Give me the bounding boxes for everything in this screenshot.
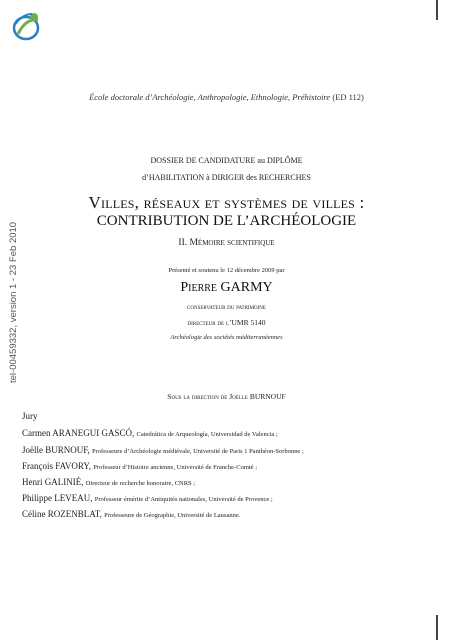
author-role-1: conservateur du patrimoine	[187, 303, 266, 311]
jury-member-affiliation: Directeur de recherche honoraire, CNRS ;	[85, 480, 196, 487]
author-role-3: Archéologie des sociétés méditerranéennes	[170, 334, 283, 341]
jury-member	[22, 445, 304, 455]
jury-member-affiliation: Catedrática de Arqueología, Universidad de Valencia ;	[136, 431, 278, 438]
jury-member	[22, 428, 278, 438]
author-role-2: directeur de l’UMR 5140	[187, 318, 266, 327]
doctoral-school-name: École doctorale d’Archéologie, Anthropologie, Ethnologie, Préhistoire	[89, 92, 331, 102]
jury-member	[22, 477, 195, 487]
jury-member-affiliation: Professeur émérite d’Antiquités nationales, Université de Provence ;	[94, 496, 273, 503]
jury-member-name: Céline ROZENBLAT,	[22, 509, 102, 519]
jury-member-affiliation: Professeure de Géographie, Université de Lausanne.	[104, 512, 241, 519]
thesis-title-line-2: CONTRIBUTION DE L’ARCHÉOLOGIE	[96, 213, 357, 229]
jury-member	[22, 461, 257, 471]
author-name: Pierre GARMY	[180, 280, 273, 295]
jury-member	[22, 509, 240, 519]
hal-archive-logo-icon	[8, 8, 48, 42]
dossier-line-2: d’HABILITATION à DIRIGER des RECHERCHES	[142, 173, 311, 182]
dossier-line-1: DOSSIER DE CANDIDATURE au DIPLÔME	[150, 156, 303, 165]
thesis-title-line-1: Villes, réseaux et systèmes de villes :	[88, 193, 365, 212]
doctoral-school	[0, 92, 453, 102]
jury-member-affiliation: Professeure d’Archéologie médiévale, Université de Paris 1 Panthéon-Sorbonne ;	[92, 448, 304, 455]
jury-member-name: Henri GALINIÉ,	[22, 477, 84, 487]
jury-member-affiliation: Professeur d’Histoire ancienne, Université de Franche-Comté ;	[93, 464, 257, 471]
jury-member-name: Joëlle BURNOUF,	[22, 445, 90, 455]
presentation-date: Présenté et soutenu le 12 décembre 2009 par	[168, 267, 285, 274]
memoire-heading: II. Mémoire scientifique	[178, 238, 275, 248]
jury-label: Jury	[22, 411, 38, 421]
jury-member	[22, 493, 273, 503]
jury-member-name: Carmen ARANEGUI GASCÓ,	[22, 428, 135, 438]
jury-member-name: François FAVORY,	[22, 461, 92, 471]
page-edge-bar-top	[436, 0, 438, 20]
doctoral-school-code: (ED 112)	[332, 92, 364, 102]
page-edge-bar-bottom	[436, 615, 438, 640]
supervision-line: Sous la direction de Joëlle BURNOUF	[167, 392, 286, 401]
side-identifier: tel-00459332, version 1 - 23 Feb 2010	[8, 221, 19, 383]
jury-member-name: Philippe LEVEAU,	[22, 493, 93, 503]
